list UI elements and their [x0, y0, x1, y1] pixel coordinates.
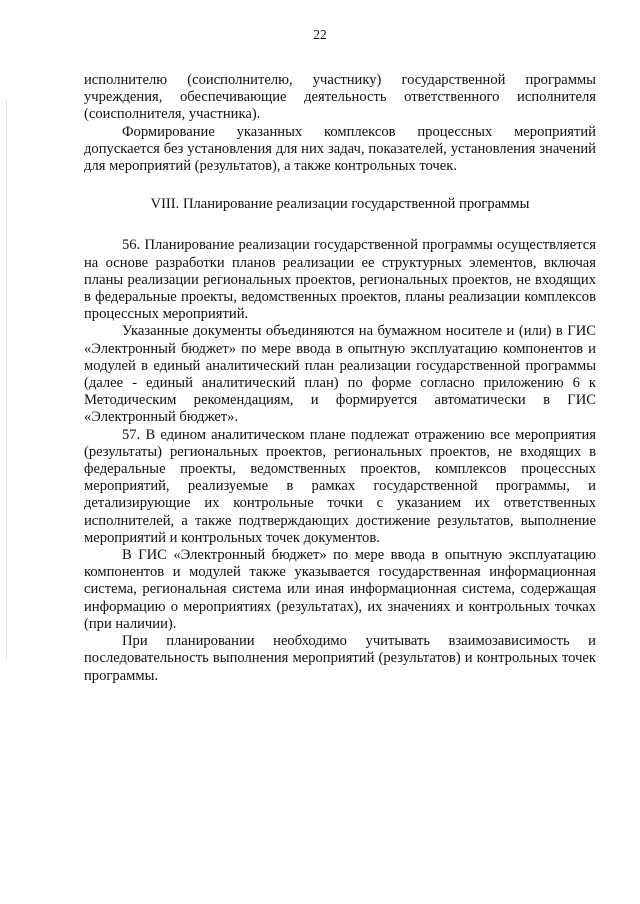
paragraph-57: 57. В едином аналитическом плане подлежат отражению все мероприятия (результаты) региональных проектов, региональных проектов, не входящих в федеральные проекты, ведомственных проектов, комплексов процессных мероприятий, реализуемые в рамках государственной программы, и детализирующие их контрольные точки с указанием их ответственных исполнителей, а также подтверждающих достижение результатов, выполнение мероприятий и контрольных точек документов.: [84, 426, 596, 546]
page-number: 22: [313, 27, 327, 42]
paragraph-gis: В ГИС «Электронный бюджет» по мере ввода в опытную эксплуатацию компонентов и модулей также указывается государственная информационная система, региональная система или иная информационная система, содержащая информацию о мероприятиях (результатах), их значениях и контрольных точках (при наличии).: [84, 547, 596, 632]
section-heading: VIII. Планирование реализации государственной программы: [150, 196, 530, 213]
paragraph-continuation: исполнителю (соисполнителю, участнику) государственной программы учреждения, обеспечивающие деятельность ответственного исполнителя (соисполнителя, участника).: [84, 72, 596, 123]
paragraph-56: 56. Планирование реализации государственной программы осуществляется на основе разработки планов реализации ее структурных элементов, включая планы реализации региональных проектов, региональных проектов, не входящих в федеральные проекты, ведомственных проектов, планы реализации комплексов процессных мероприятий.: [84, 237, 596, 323]
scan-edge-mark: [6, 100, 8, 660]
document-body: [84, 72, 596, 685]
paragraph-documents-combined: Указанные документы объединяются на бумажном носителе и (или) в ГИС «Электронный бюджет» по мере ввода в опытную эксплуатацию компонентов и модулей в единый аналитический план реализации государственной программы (далее - единый аналитический план) по форме согласно приложению 6 к Методическим рекомендациям, и формируется автоматически в ГИС «Электронный бюджет».: [84, 323, 596, 426]
paragraph-planning: При планировании необходимо учитывать взаимозависимость и последовательность выполнения мероприятий (результатов) и контрольных точек программы.: [84, 633, 596, 684]
paragraph-formation: Формирование указанных комплексов процессных мероприятий допускается без установления для них задач, показателей, установления значений для мероприятий (результатов), а также контрольных точек.: [84, 123, 596, 175]
